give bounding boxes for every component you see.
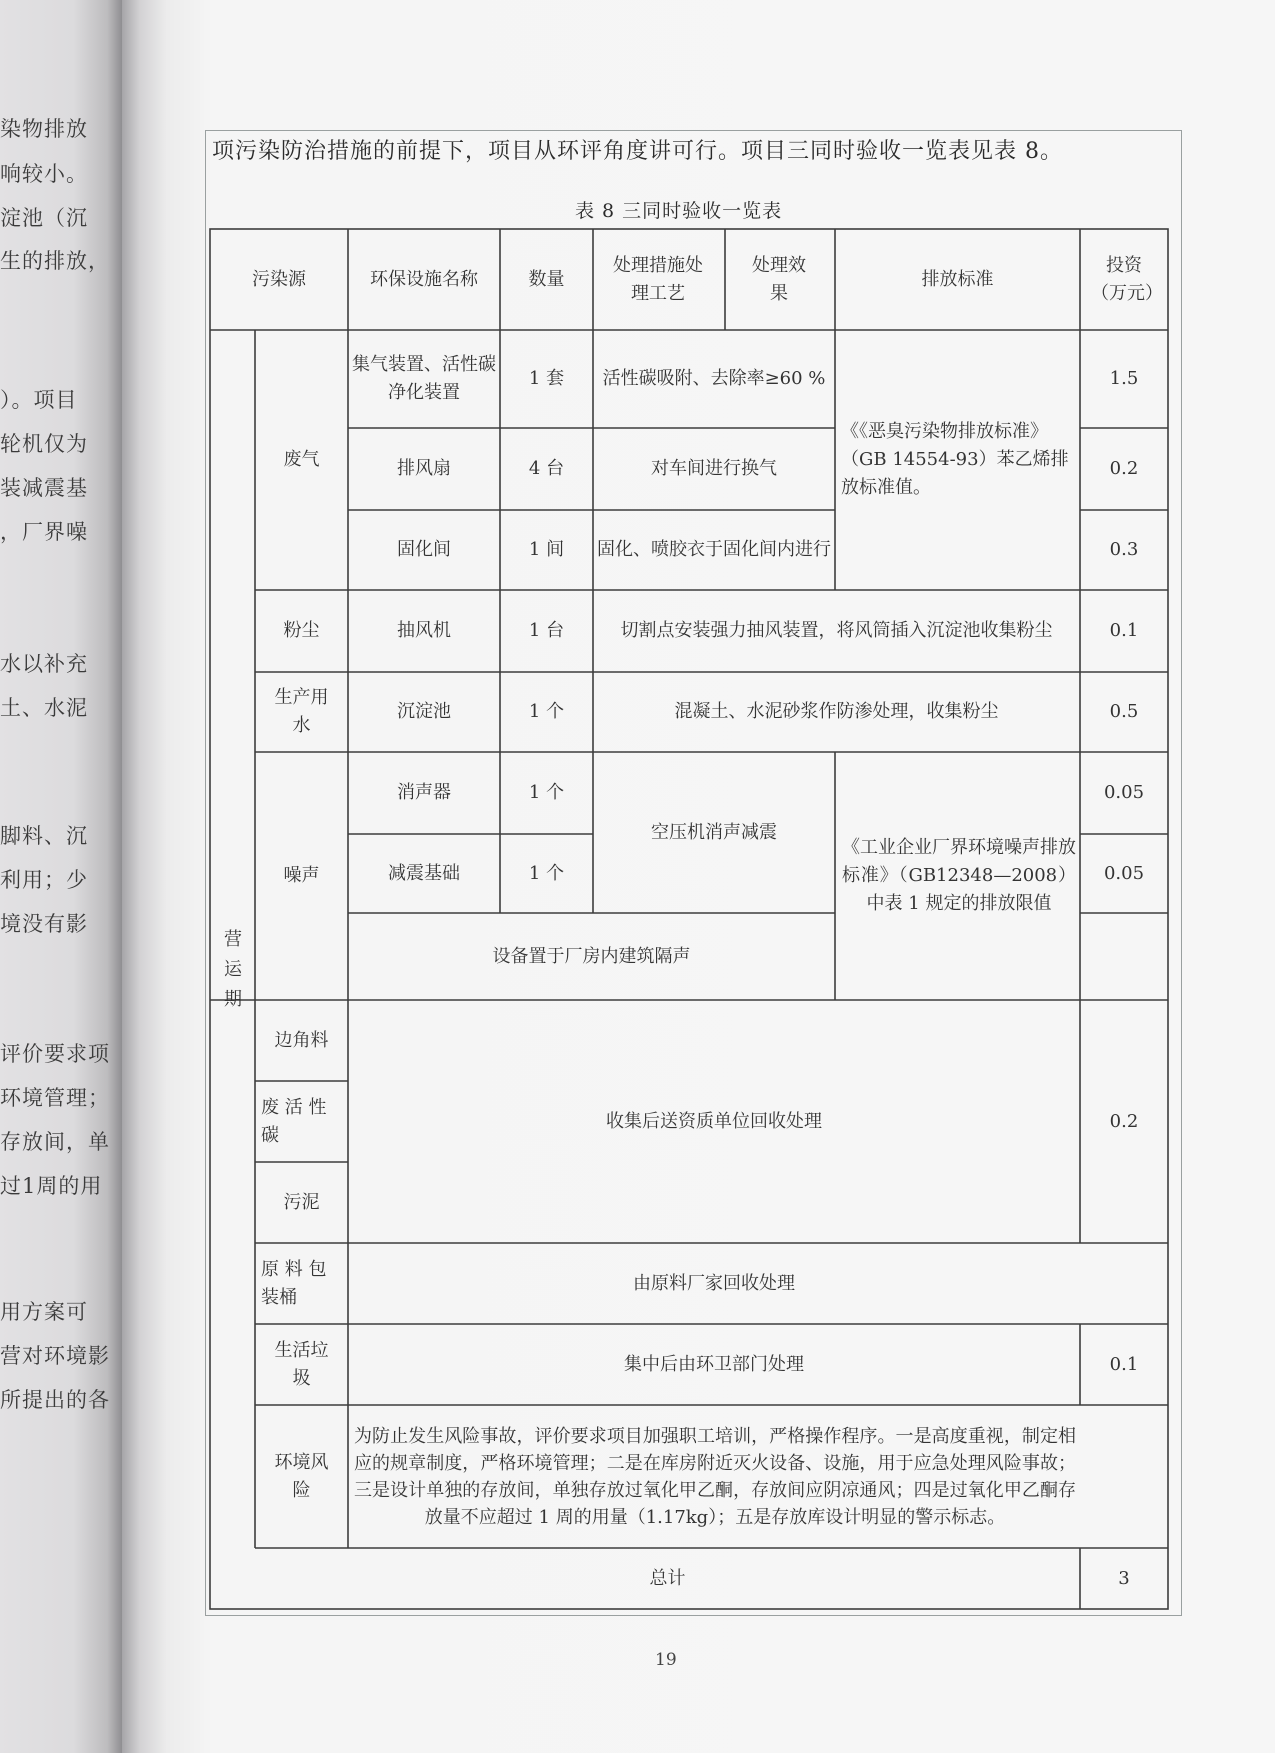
header-facility: 环保设施名称 (370, 268, 478, 290)
facility-cell: 固化间 (397, 539, 451, 560)
quantity-cell: 1 个 (528, 701, 565, 722)
intro-paragraph: 项污染防治措施的前提下，项目从环评角度讲可行。项目三同时验收一览表见表 8。 (212, 139, 1063, 164)
measure-cell: 切割点安装强力抽风装置，将风筒插入沉淀池收集粉尘 (620, 620, 1053, 641)
left-page-line: 轮机仅为 (0, 432, 88, 456)
source-packaging: 原 料 包 装桶 (261, 1258, 327, 1308)
table-caption: 表 8 三同时验收一览表 (575, 200, 783, 222)
total-value: 3 (1118, 1567, 1130, 1589)
investment-cell: 1.5 (1109, 368, 1139, 389)
quantity-cell: 4 台 (528, 458, 565, 479)
left-page-line: 用方案可 (0, 1300, 88, 1324)
left-page-line: 响较小。 (0, 162, 88, 186)
page-number: 19 (655, 1650, 677, 1670)
building-isolation: 设备置于厂房内建筑隔声 (492, 945, 691, 967)
left-page-line: 脚料、沉 (0, 824, 88, 848)
total-label: 总计 (649, 1567, 686, 1589)
header-effect: 处理效果 (752, 254, 806, 304)
investment-cell: 0.05 (1103, 862, 1145, 884)
facility-cell: 消声器 (397, 782, 451, 803)
left-page-line: 过1周的用 (0, 1174, 103, 1198)
investment-cell: 0.3 (1109, 539, 1139, 560)
investment-cell: 0.1 (1109, 1353, 1139, 1375)
source-water: 生产用水 (274, 687, 329, 736)
measure-cell: 对车间进行换气 (651, 458, 777, 479)
measure-cell: 固化、喷胶衣于固化间内进行 (597, 539, 831, 560)
quantity-cell: 1 台 (528, 620, 565, 641)
facility-cell: 排风扇 (397, 458, 451, 479)
standard-noise: 《工业企业厂界环境噪声排放标准》（GB12348—2008）中表 1 规定的排放限值 (842, 837, 1076, 914)
measure-cell: 活性碳吸附、去除率≥60 % (602, 368, 826, 389)
investment-cell: 0.05 (1103, 782, 1145, 803)
facility-cell: 抽风机 (397, 620, 451, 641)
left-page-line: 评价要求项 (0, 1042, 110, 1066)
investment-cell: 0.5 (1109, 701, 1139, 722)
investment-cell: 0.2 (1109, 1110, 1139, 1132)
source-dust: 粉尘 (283, 620, 320, 641)
measure-cell: 空压机消声减震 (651, 821, 777, 843)
investment-cell: 0.2 (1109, 458, 1139, 479)
left-page-line: 土、水泥 (0, 696, 88, 720)
facility-cell: 减震基础 (388, 862, 460, 884)
source-garbage: 生活垃圾 (274, 1339, 329, 1389)
left-page-line: 环境管理； (0, 1086, 110, 1110)
source-sludge: 污泥 (283, 1191, 320, 1213)
left-page-line: ，厂界噪 (0, 520, 88, 544)
header-measure: 处理措施处理工艺 (613, 254, 703, 304)
header-investment: 投资（万元） (1091, 254, 1163, 304)
facility-cell: 集气装置、活性碳净化装置 (352, 354, 496, 403)
quantity-cell: 1 个 (528, 782, 565, 803)
source-scrap: 边角料 (274, 1029, 329, 1051)
left-page-line: 装减震基 (0, 476, 88, 500)
header-standard: 排放标准 (921, 268, 994, 290)
quantity-cell: 1 间 (528, 539, 565, 560)
left-page-line: 存放间，单 (0, 1130, 110, 1154)
source-risk: 环境风险 (274, 1451, 329, 1501)
left-page-line: 水以补充 (0, 652, 88, 676)
risk-measures: 为防止发生风险事故，评价要求项目加强职工培训，严格操作程序。一是高度重视，制定相应的规章制度，严格环境管理；二是在库房附近灭火设备、设施，用于应急处理风险事故；三是设计单独的存放间，单独存放过氧化甲乙酮，存放间应阴凉通风；四是过氧化甲乙酮存放量不应超过 1 周的用量（1.17kg）；五是存放库设计明显的警示标志。 (354, 1425, 1076, 1528)
left-page-line: 淀池（沉 (0, 206, 88, 230)
left-page-line: 营对环境影 (0, 1344, 110, 1368)
quantity-cell: 1 套 (528, 368, 565, 389)
header-quantity: 数量 (528, 268, 565, 290)
source-spent-carbon: 废 活 性 碳 (261, 1096, 327, 1146)
left-page-line: 染物排放 (0, 117, 88, 141)
facility-cell: 沉淀池 (397, 701, 451, 722)
period-label: 营运期 (224, 928, 242, 1010)
source-waste-gas: 废气 (283, 449, 320, 470)
left-page-line: 生的排放， (0, 249, 110, 273)
source-noise: 噪声 (283, 865, 320, 886)
left-page-line: 境没有影 (0, 912, 88, 936)
left-page-line: 利用；少 (0, 868, 88, 892)
standard-waste-gas: 《《恶臭污染物排放标准》（GB 14554-93）苯乙烯排放标准值。 (841, 421, 1069, 498)
investment-cell: 0.1 (1109, 620, 1139, 641)
measure-cell: 混凝土、水泥砂浆作防渗处理，收集粉尘 (674, 701, 999, 722)
left-page-line: ）。项目 (0, 388, 78, 412)
measure-cell: 由原料厂家回收处理 (633, 1272, 795, 1294)
quantity-cell: 1 个 (528, 862, 565, 884)
measure-cell: 集中后由环卫部门处理 (624, 1353, 804, 1375)
measure-cell: 收集后送资质单位回收处理 (606, 1110, 822, 1132)
left-page-line: 所提出的各 (0, 1388, 110, 1412)
header-source: 污染源 (252, 268, 306, 290)
